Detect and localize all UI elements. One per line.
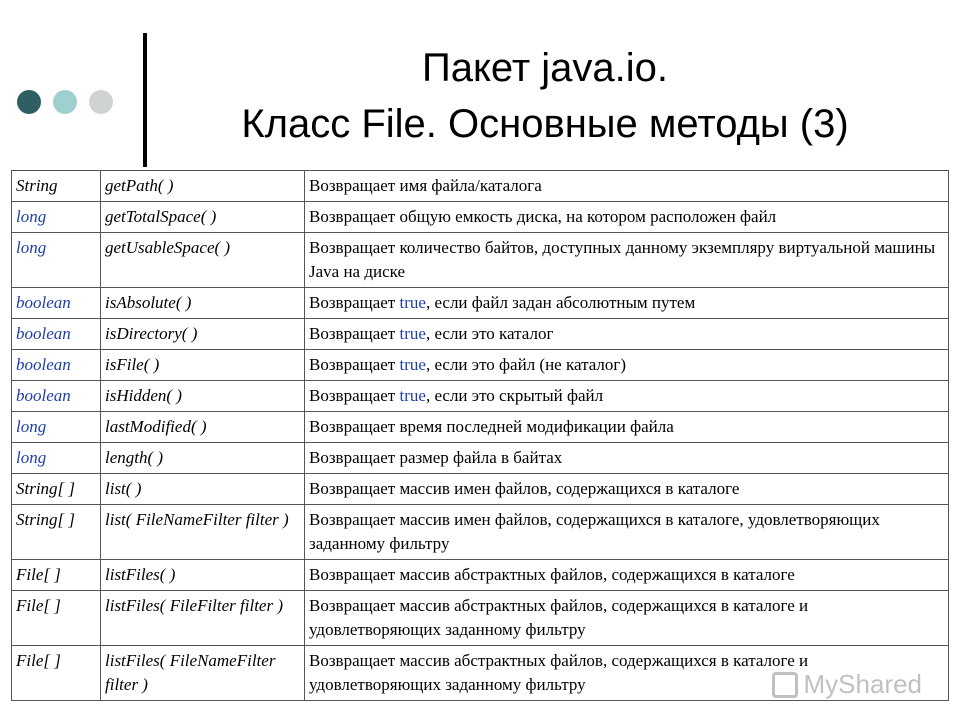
description-text: , если это скрытый файл — [425, 386, 604, 405]
description-cell: Возвращает массив имен файлов, содержащихся в каталоге — [305, 474, 949, 505]
description-text: Возвращает — [309, 386, 400, 405]
table-row — [12, 560, 949, 591]
description-cell — [305, 381, 949, 412]
method-name-cell: list( FileNameFilter filter ) — [101, 505, 305, 560]
return-type-cell: boolean — [12, 350, 101, 381]
return-type-cell: String[ ] — [12, 505, 101, 560]
return-type-cell: String — [12, 171, 101, 202]
description-text: Возвращает — [309, 355, 400, 374]
method-name-cell: getUsableSpace( ) — [101, 233, 305, 288]
decorative-dots — [17, 90, 113, 114]
table-row — [12, 505, 949, 560]
method-name-cell: length( ) — [101, 443, 305, 474]
description-text: , если файл задан абсолютным путем — [425, 293, 696, 312]
return-type-cell: long — [12, 412, 101, 443]
return-type-cell: File[ ] — [12, 591, 101, 646]
table-row — [12, 233, 949, 288]
table-row — [12, 474, 949, 505]
description-text: Возвращает — [309, 324, 400, 343]
dot-dark — [17, 90, 41, 114]
description-cell: Возвращает массив имен файлов, содержащихся в каталоге, удовлетворяющих заданному фильтру — [305, 505, 949, 560]
table-row — [12, 443, 949, 474]
table-row — [12, 591, 949, 646]
description-text: Возвращает — [309, 293, 400, 312]
method-name-cell: getPath( ) — [101, 171, 305, 202]
method-name-cell: isHidden( ) — [101, 381, 305, 412]
return-type-cell: String[ ] — [12, 474, 101, 505]
title-divider — [143, 33, 147, 167]
keyword-true: true — [399, 386, 426, 405]
return-type-cell: long — [12, 202, 101, 233]
keyword-true: true — [399, 293, 426, 312]
description-cell: Возвращает имя файла/каталога — [305, 171, 949, 202]
method-name-cell: listFiles( FileNameFilter filter ) — [101, 646, 305, 701]
return-type-cell: boolean — [12, 381, 101, 412]
table-row — [12, 288, 949, 319]
description-cell: Возвращает размер файла в байтах — [305, 443, 949, 474]
methods-table-body — [12, 171, 949, 701]
return-type-cell: File[ ] — [12, 560, 101, 591]
table-row — [12, 381, 949, 412]
table-row — [12, 202, 949, 233]
method-name-cell: lastModified( ) — [101, 412, 305, 443]
method-name-cell: getTotalSpace( ) — [101, 202, 305, 233]
description-cell: Возвращает массив абстрактных файлов, содержащихся в каталоге — [305, 560, 949, 591]
dot-gray — [89, 90, 113, 114]
method-name-cell: isDirectory( ) — [101, 319, 305, 350]
dot-light-teal — [53, 90, 77, 114]
method-name-cell: listFiles( FileFilter filter ) — [101, 591, 305, 646]
watermark-icon — [772, 672, 798, 698]
slide-title — [150, 40, 940, 152]
return-type-cell: long — [12, 233, 101, 288]
description-cell — [305, 288, 949, 319]
watermark-text: MyShared — [803, 669, 922, 699]
description-cell — [305, 350, 949, 381]
description-cell: Возвращает количество байтов, доступных данному экземпляру виртуальной машины Java на диске — [305, 233, 949, 288]
description-text: , если это файл (не каталог) — [425, 355, 627, 374]
description-cell: Возвращает общую емкость диска, на котором расположен файл — [305, 202, 949, 233]
method-name-cell: isAbsolute( ) — [101, 288, 305, 319]
description-text: , если это каталог — [425, 324, 554, 343]
return-type-cell: boolean — [12, 319, 101, 350]
table-row — [12, 350, 949, 381]
description-cell — [305, 319, 949, 350]
return-type-cell: File[ ] — [12, 646, 101, 701]
watermark — [772, 669, 923, 700]
method-name-cell: list( ) — [101, 474, 305, 505]
description-cell: Возвращает массив абстрактных файлов, содержащихся в каталоге и удовлетворяющих заданному фильтру — [305, 646, 949, 701]
return-type-cell: boolean — [12, 288, 101, 319]
return-type-cell: long — [12, 443, 101, 474]
table-row — [12, 412, 949, 443]
keyword-true: true — [399, 324, 426, 343]
table-row — [12, 171, 949, 202]
table-row — [12, 319, 949, 350]
title-line-2: Класс File. Основные методы (3) — [241, 102, 849, 146]
description-cell: Возвращает время последней модификации файла — [305, 412, 949, 443]
method-name-cell: listFiles( ) — [101, 560, 305, 591]
method-name-cell: isFile( ) — [101, 350, 305, 381]
methods-table — [11, 170, 949, 701]
title-line-1: Пакет java.io. — [421, 46, 669, 90]
description-cell: Возвращает массив абстрактных файлов, содержащихся в каталоге и удовлетворяющих заданному фильтру — [305, 591, 949, 646]
keyword-true: true — [399, 355, 426, 374]
